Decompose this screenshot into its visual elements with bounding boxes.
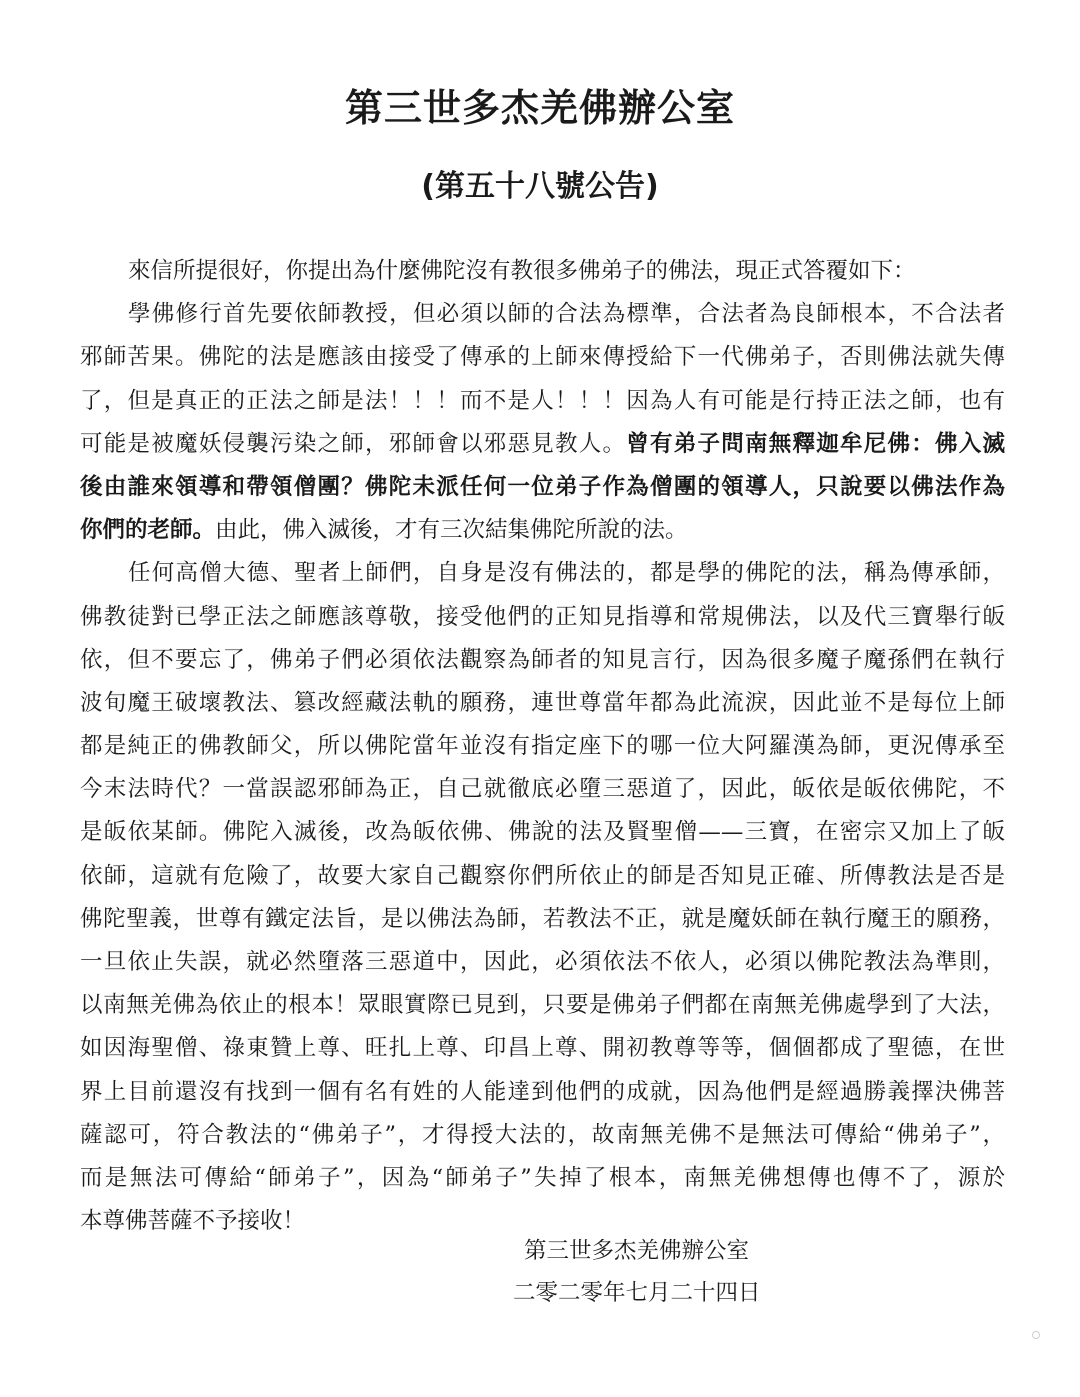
body-text-segment: 可能是被魔妖侵襲污染之師，邪師會以邪惡見教人。	[80, 430, 627, 457]
body-line: 今末法時代？一當誤認邪師為正，自己就徹底必墮三惡道了，因此，皈依是皈依佛陀，不	[80, 776, 1005, 803]
bold-text-segment: 後由誰來領導和帶領僧團？佛陀未派任何一位弟子作為僧團的領導人，只說要以佛法作為	[80, 473, 1005, 500]
body-line: 任何高僧大德、聖者上師們，自身是沒有佛法的，都是學的佛陀的法，稱為傳承師，	[128, 560, 1005, 587]
signature-organization: 第三世多杰羌佛辦公室	[524, 1238, 750, 1264]
body-line-bold	[80, 466, 1005, 509]
body-line: 薩認可，符合教法的“佛弟子”，才得授大法的，故南無羌佛不是無法可傳給“佛弟子”，	[80, 1121, 1005, 1148]
body-line: 了，但是真正的正法之師是法！！！而不是人！！！因為人有可能是行持正法之師，也有	[80, 387, 1005, 414]
body-line: 以南無羌佛為依止的根本！眾眼實際已見到，只要是佛弟子們都在南無羌佛處學到了大法，	[80, 992, 1005, 1019]
body-line: 依師，這就有危險了，故要大家自己觀察你們所依止的師是否知見正確、所傳教法是否是	[80, 862, 1005, 889]
body-line: 而是無法可傳給“師弟子”，因為“師弟子”失掉了根本，南無羌佛想傳也傳不了，源於	[80, 1164, 1005, 1191]
body-line: 界上目前還沒有找到一個有名有姓的人能達到他們的成就，因為他們是經過勝義擇決佛菩	[80, 1078, 1005, 1105]
body-line: 佛陀聖義，世尊有鐵定法旨，是以佛法為師，若教法不正，就是魔妖師在執行魔王的願務，	[80, 905, 1005, 932]
body-line	[80, 509, 1005, 552]
body-line: 都是純正的佛教師父，所以佛陀當年並沒有指定座下的哪一位大阿羅漢為師，更況傳承至	[80, 733, 1005, 760]
bold-text-segment: 你們的老師。	[80, 517, 216, 544]
document-body	[80, 250, 1005, 1243]
body-line: 如因海聖僧、祿東贊上尊、旺扎上尊、印昌上尊、開初教尊等等，個個都成了聖德，在世	[80, 1035, 1005, 1062]
body-line: 是皈依某師。佛陀入滅後，改為皈依佛、佛說的法及賢聖僧——三寶，在密宗又加上了皈	[80, 819, 1005, 846]
body-line: 本尊佛菩薩不予接收！	[80, 1208, 306, 1235]
body-line	[80, 423, 1005, 466]
body-line: 來信所提很好，你提出為什麼佛陀沒有教很多佛弟子的佛法，現正式答覆如下：	[128, 258, 916, 284]
bold-text-segment: 曾有弟子問南無釋迦牟尼佛：佛入滅	[626, 430, 1005, 457]
body-line: 佛教徒對已學正法之師應該尊敬，接受他們的正知見指導和常規佛法，以及代三寶舉行皈	[80, 603, 1005, 630]
document-subtitle: (第五十八號公告)	[421, 169, 659, 204]
scan-mark-icon	[1032, 1331, 1040, 1339]
body-line: 邪師苦果。佛陀的法是應該由接受了傳承的上師來傳授給下一代佛弟子，否則佛法就失傳	[80, 344, 1005, 371]
body-line: 波旬魔王破壞教法、篡改經藏法軌的願務，連世尊當年都為此流淚，因此並不是每位上師	[80, 689, 1005, 716]
body-text-segment: 由此，佛入滅後，才有三次結集佛陀所說的法。	[215, 517, 688, 544]
document-title: 第三世多杰羌佛辦公室	[344, 86, 735, 130]
signature-date: 二零二零年七月二十四日	[513, 1280, 761, 1306]
body-line: 一旦依止失誤，就必然墮落三惡道中，因此，必須依法不依人，必須以佛陀教法為準則，	[80, 949, 1005, 975]
body-line: 依，但不要忘了，佛弟子們必須依法觀察為師者的知見言行，因為很多魔子魔孫們在執行	[80, 646, 1005, 673]
body-line: 學佛修行首先要依師教授，但必須以師的合法為標準，合法者為良師根本，不合法者	[128, 301, 1005, 328]
